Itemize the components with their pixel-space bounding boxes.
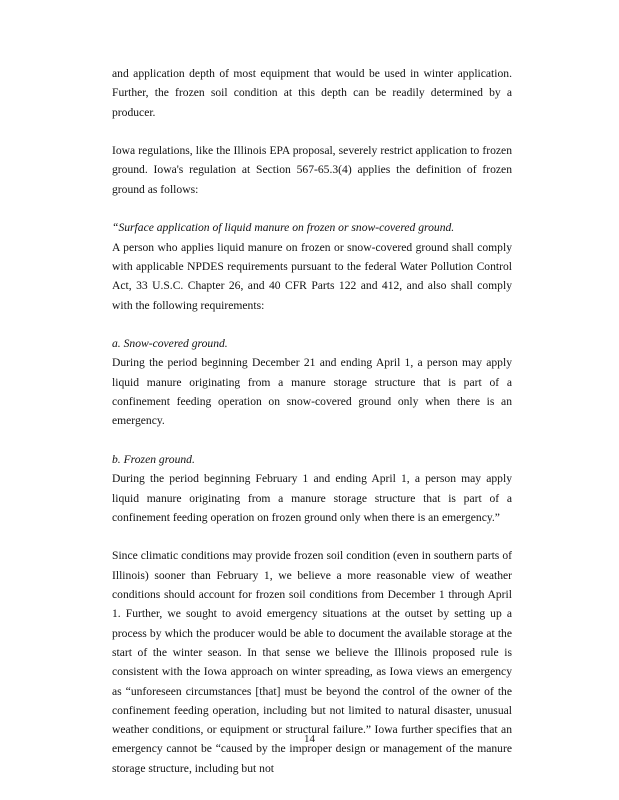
paragraph-iowa-regulations: Iowa regulations, like the Illinois EPA proposal, severely restrict application to frozen ground. Iowa's regulation at Section 567-65.3(4) applies the definition of frozen ground as follows: bbox=[112, 144, 512, 196]
paragraph-application-depth: and application depth of most equipment that would be used in winter application. Further, the frozen soil condition at this depth can be readily determined by a producer. bbox=[112, 67, 512, 119]
frozen-ground-body: During the period beginning February 1 and ending April 1, a person may apply liquid manure originating from a manure storage structure that is part of a confinement feeding operation on frozen ground only when there is an emergency.” bbox=[112, 472, 512, 524]
frozen-ground-heading: b. Frozen ground. bbox=[112, 452, 195, 466]
quote-body: A person who applies liquid manure on frozen or snow-covered ground shall comply with applicable NPDES requirements pursuant to the federal Water Pollution Control Act, 33 U.S.C. Chapter 26, and 40 CFR Parts 122 and 412, and also shall comply with the following requirements: bbox=[112, 240, 512, 312]
document-page bbox=[112, 64, 512, 778]
quote-heading: “Surface application of liquid manure on frozen or snow-covered ground. bbox=[112, 221, 455, 235]
snow-covered-heading: a. Snow-covered ground. bbox=[112, 337, 228, 351]
paragraph-climatic-conditions: Since climatic conditions may provide frozen soil condition (even in southern parts of Illinois) sooner than February 1, we believe a more reasonable view of weather conditions should account for frozen soil conditions from December 1 through April 1. Further, we sought to avoid emergency situations at the outset by setting up a process by which the producer would be able to document the available storage at the start of the winter season. In that sense we believe the Illinois proposed rule is consistent with the Iowa approach on winter spreading, as Iowa views an emergency as “unforeseen circumstances [that] must be beyond the control of the owner of the confinement feeding operation, including but not limited to natural disaster, unusual weather conditions, or equipment or structural failure.” Iowa further specifies that an emergency cannot be “caused by the improper design or management of the manure storage structure, including but not bbox=[112, 549, 512, 775]
snow-covered-body: During the period beginning December 21 and ending April 1, a person may apply liquid manure originating from a manure storage structure that is part of a confinement feeding operation on snow-covered ground only when there is an emergency. bbox=[112, 356, 512, 428]
page-number: 14 bbox=[304, 733, 315, 745]
